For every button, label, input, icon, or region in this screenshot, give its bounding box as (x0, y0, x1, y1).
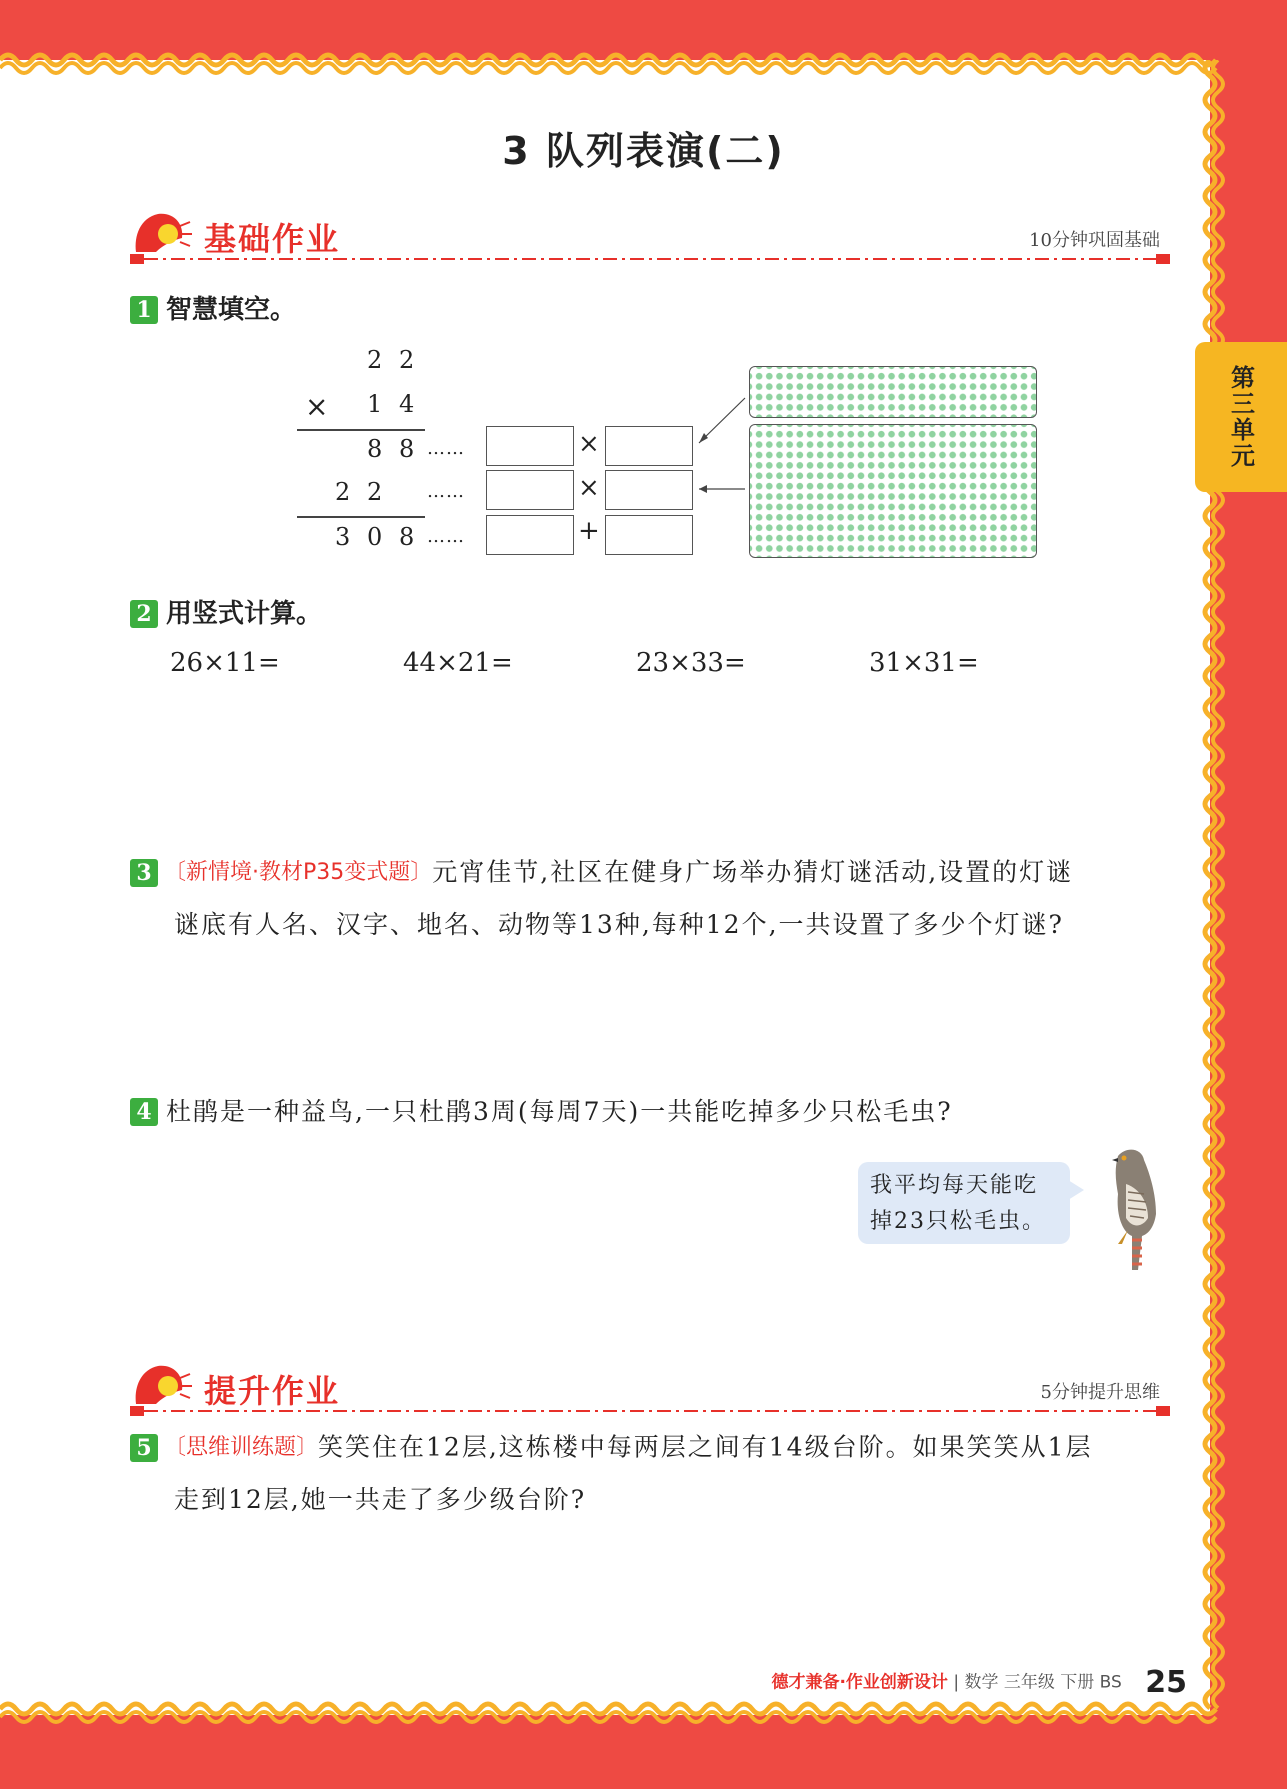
section-label-basic: 基础作业 (204, 220, 341, 258)
calc-item: 44×21= (403, 648, 513, 678)
section-note-advanced: 5分钟提升思维 (1040, 1382, 1160, 1403)
answer-box[interactable] (486, 426, 574, 466)
footer-brand: 德才兼备·作业创新设计 (771, 1672, 948, 1693)
underline (297, 516, 425, 518)
footer-meta: | 数学 三年级 下册 BS (953, 1672, 1122, 1693)
digit: 2 (367, 346, 383, 374)
bottom-wave-border (0, 1695, 1220, 1735)
question-number: 2 (130, 600, 158, 628)
answer-box[interactable] (486, 515, 574, 555)
question-text: 笑笑住在12层,这栋楼中每两层之间有14级台阶。如果笑笑从1层 (318, 1432, 1093, 1462)
op-sign: × (578, 429, 600, 459)
answer-box[interactable] (486, 470, 574, 510)
digit: 0 (367, 523, 383, 551)
underline (297, 429, 425, 431)
question-title: 用竖式计算。 (166, 598, 323, 629)
digit: 8 (399, 435, 415, 463)
answer-box[interactable] (605, 426, 693, 466)
digit: 2 (399, 346, 415, 374)
digit: 8 (367, 435, 383, 463)
question-text: 走到12层,她一共走了多少级台阶? (174, 1485, 587, 1514)
cuckoo-bird-icon (1098, 1144, 1172, 1274)
section-header-advanced (130, 1360, 1170, 1410)
section-note-basic: 10分钟巩固基础 (1029, 230, 1160, 251)
question-number: 5 (130, 1434, 158, 1462)
right-wave-border (1196, 60, 1232, 1715)
op-sign: + (578, 516, 600, 546)
bell-icon (130, 208, 192, 258)
speech-bubble (858, 1162, 1070, 1244)
top-wave-border (0, 40, 1220, 80)
question-5 (130, 1420, 1190, 1526)
page-footer (771, 1665, 1187, 1700)
calc-item: 23×33= (636, 648, 746, 678)
question-3 (130, 845, 1190, 951)
page-number: 25 (1145, 1665, 1187, 1700)
vertical-multiplication (295, 340, 1055, 570)
bubble-line: 我平均每天能吃 (870, 1173, 1039, 1198)
digit: 2 (367, 478, 383, 506)
question-4 (130, 1084, 1190, 1138)
question-tag: 〔思维训练题〕 (164, 1435, 319, 1460)
calc-item: 31×31= (869, 648, 979, 678)
op-sign: × (578, 473, 600, 503)
dot-grid-large (749, 424, 1037, 558)
digit: 1 (367, 390, 383, 418)
page-title: 3 队列表演(二) (502, 129, 785, 173)
answer-box[interactable] (605, 515, 693, 555)
dots-leader: …… (427, 438, 465, 459)
question-number: 4 (130, 1098, 158, 1126)
calc-item: 26×11= (170, 648, 280, 678)
question-tag: 〔新情境·教材P35变式题〕 (164, 860, 433, 885)
section-label-advanced: 提升作业 (204, 1372, 341, 1410)
question-text: 杜鹃是一种益鸟,一只杜鹃3周(每周7天)一共能吃掉多少只松毛虫? (166, 1096, 953, 1126)
times-sign: × (305, 390, 329, 423)
unit-side-tab[interactable]: 第三单元 (1195, 342, 1287, 492)
digit: 4 (399, 390, 415, 418)
dash-dot-rule (130, 254, 1170, 264)
question-number: 3 (130, 859, 158, 887)
bell-icon (130, 1360, 192, 1410)
bubble-line: 掉23只松毛虫。 (870, 1209, 1046, 1234)
dots-leader: …… (427, 481, 465, 502)
dot-grid-small (749, 366, 1037, 418)
digit: 8 (399, 523, 415, 551)
question-number: 1 (130, 296, 158, 324)
digit: 2 (335, 478, 351, 506)
question-text: 谜底有人名、汉字、地名、动物等13种,每种12个,一共设置了多少个灯谜? (174, 910, 1064, 939)
question-text: 元宵佳节,社区在健身广场举办猜灯谜活动,设置的灯谜 (432, 857, 1074, 887)
digit: 3 (335, 523, 351, 551)
question-2 (130, 586, 322, 640)
dash-dot-rule (130, 1406, 1170, 1416)
answer-box[interactable] (605, 470, 693, 510)
question-1 (130, 282, 296, 336)
section-header-basic (130, 208, 1170, 258)
question-title: 智慧填空。 (166, 294, 297, 325)
dots-leader: …… (427, 526, 465, 547)
